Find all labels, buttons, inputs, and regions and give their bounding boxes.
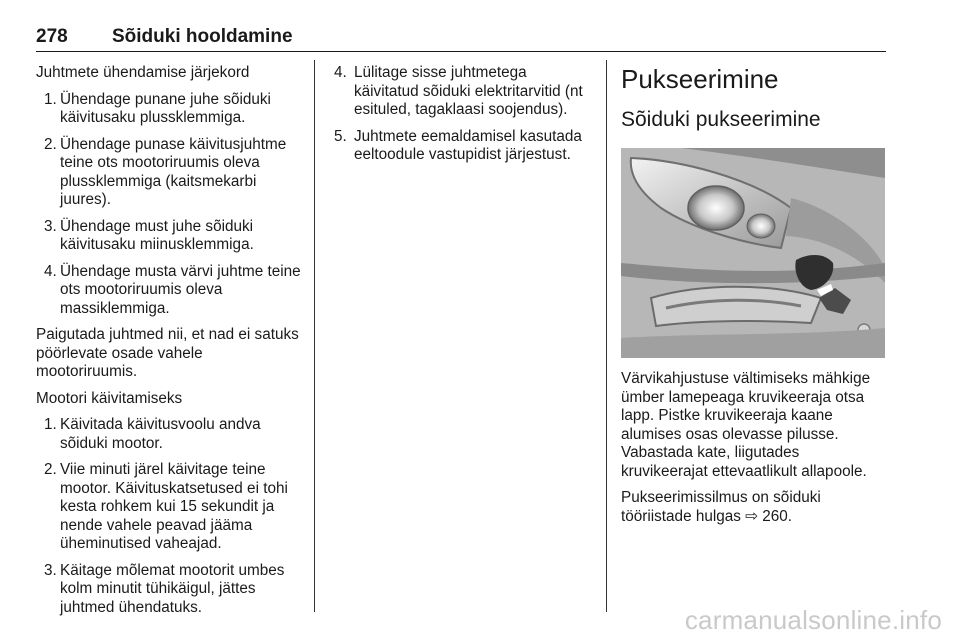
list-number: 3. [44, 217, 57, 235]
page-header [36, 26, 886, 52]
list-item [36, 416, 302, 453]
list-number: 4. [334, 64, 347, 81]
section-heading-engine-start: Mootori käivitamiseks [36, 389, 183, 407]
page-title: Sõiduki hooldamine [112, 26, 293, 47]
list-number: 1. [44, 90, 57, 108]
list-item [330, 64, 595, 120]
list-text: Ühendage punase käivitusjuhtme teine ots mootoriruumis oleva plussklemmiga (kaitsmekarbi juures). [60, 135, 287, 208]
list-text: Käitage mõlemat mootorit umbes kolm minutit tühikäigul, jättes juhtmed ühendatuks. [60, 561, 285, 616]
towing-cover-illustration [621, 148, 885, 358]
list-item [36, 91, 302, 128]
subsection-title-vehicle-towing: Sõiduki pukseerimine [621, 108, 821, 131]
section-heading-connection-order: Juhtmete ühendamise järjekord [36, 64, 250, 81]
list-item [36, 263, 302, 319]
list-text: Viie minuti järel käivitage teine mootor. Käivituskatsetused ei tohi kesta rohkem kui 15 sekundit ja nende vahele peavad jääma üheminutised vaheajad. [60, 461, 288, 552]
page-number: 278 [36, 26, 68, 47]
column-divider-2 [606, 60, 607, 612]
column-1 [36, 64, 302, 625]
list-text: Ühendage must juhe sõiduki käivitusaku miinusklemmiga. [60, 217, 254, 253]
list-item [36, 461, 302, 554]
header-rule [36, 51, 886, 52]
list-text: Käivitada käivitusvoolu andva sõiduki mootor. [60, 416, 261, 452]
list-number: 4. [44, 262, 57, 280]
engine-start-steps-list [36, 416, 302, 617]
list-number: 5. [334, 127, 347, 145]
list-number: 1. [44, 416, 57, 433]
list-text: Lülitage sisse juhtmetega käivitatud sõiduki elektritarvitid (nt esituled, tagaklaasi soojendus). [354, 64, 583, 118]
watermark: carmanualsonline.info [684, 605, 942, 635]
column-divider-1 [314, 60, 315, 612]
column-2 [330, 64, 595, 173]
list-item [36, 562, 302, 618]
list-item [330, 128, 595, 165]
paragraph-cover-removal: Värvikahjustuse vältimiseks mähkige ümber lamepeaga kruvikeeraja otsa lapp. Pistke kruvikeeraja kaane alumises osas olevasse pilusse. Vabastada kate, liigutades kruvikeerajat ettevaatlikult allapoole. [621, 370, 871, 480]
list-text: Ühendage punane juhe sõiduki käivitusaku plussklemmiga. [60, 90, 271, 126]
section-title-towing: Pukseerimine [621, 64, 779, 94]
list-number: 2. [44, 135, 57, 153]
list-number: 3. [44, 561, 57, 579]
list-text: Ühendage musta värvi juhtme teine ots mootoriruumis oleva massiklemmiga. [60, 262, 301, 317]
connection-steps-list [36, 91, 302, 319]
list-item [36, 218, 302, 255]
list-text: Juhtmete eemaldamisel kasutada eeltoodule vastupidist järjestust. [354, 127, 582, 163]
column-3 [621, 64, 887, 534]
list-number: 2. [44, 461, 57, 478]
reference-text: Pukseerimissilmus on sõiduki tööriistade hulgas [621, 489, 821, 525]
list-item [36, 136, 302, 210]
continued-steps-list [330, 64, 595, 165]
page-reference-link[interactable]: 260. [762, 507, 793, 525]
paragraph-cable-placement: Paigutada juhtmed nii, et nad ei satuks pöörlevate osade vahele mootoriruumis. [36, 326, 299, 380]
paragraph-towing-eye-reference [621, 489, 887, 526]
page-reference-arrow-icon: ⇨ [745, 507, 758, 525]
